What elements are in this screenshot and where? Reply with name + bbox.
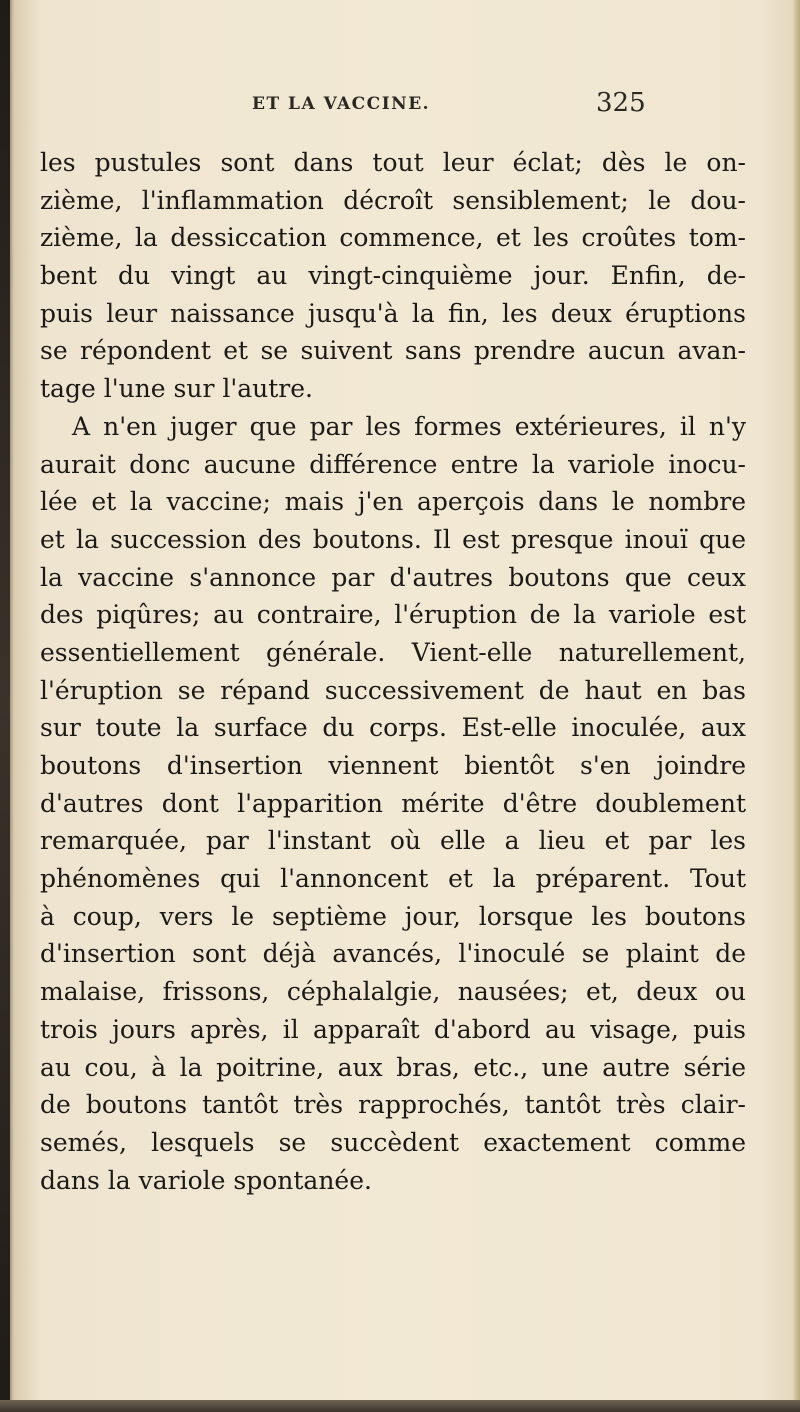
text-line: l'éruption se répand successivement de haut en bas (40, 675, 746, 705)
text-line: tage l'une sur l'autre. (40, 374, 313, 404)
page-number: 325 (596, 88, 646, 118)
text-line: puis leur naissance jusqu'à la fin, les deux éruptions (40, 298, 746, 328)
text-line: boutons d'insertion viennent bientôt s'en joindre (40, 751, 746, 780)
text-line: au cou, à la poitrine, aux bras, etc., une autre série (40, 1052, 746, 1082)
text-line: les pustules sont dans tout leur éclat; dès le on- (40, 148, 746, 177)
page-binding-edge (0, 0, 10, 1412)
page-bottom-edge (0, 1400, 800, 1412)
text-line: lée et la vaccine; mais j'en aperçois dans le nombre (40, 487, 746, 517)
text-line: essentiellement générale. Vient-elle naturellement, (40, 637, 746, 667)
text-line: remarquée, par l'instant où elle a lieu et par les (40, 826, 746, 856)
text-line: semés, lesquels se succèdent exactement comme (40, 1127, 746, 1157)
text-line: et la succession des boutons. Il est presque inouï que (40, 524, 746, 554)
text-line: se répondent et se suivent sans prendre aucun avan- (40, 336, 746, 366)
text-line: d'autres dont l'apparition mérite d'être doublement (40, 788, 746, 818)
text-line: malaise, frissons, céphalalgie, nausées; et, deux ou (40, 977, 746, 1007)
running-title: ET LA VACCINE. (252, 94, 431, 114)
text-line: A n'en juger que par les formes extérieures, il n'y (72, 411, 746, 441)
body-text (40, 144, 746, 1199)
text-line: aurait donc aucune différence entre la variole inocu- (40, 449, 746, 479)
text-line: dans la variole spontanée. (40, 1165, 372, 1195)
text-line: sur toute la surface du corps. Est-elle inoculée, aux (40, 713, 746, 743)
text-line: bent du vingt au vingt-cinquième jour. Enfin, de- (40, 261, 746, 291)
text-line: des piqûres; au contraire, l'éruption de la variole est (40, 600, 746, 630)
text-line: zième, l'inflammation décroît sensiblement; le dou- (40, 185, 746, 215)
text-line: d'insertion sont déjà avancés, l'inoculé se plaint de (40, 939, 746, 969)
running-head (0, 88, 800, 128)
page-right-edge (794, 0, 800, 1412)
text-line: zième, la dessiccation commence, et les croûtes tom- (40, 223, 746, 253)
text-line: phénomènes qui l'annoncent et la préparent. Tout (40, 864, 746, 894)
text-line: trois jours après, il apparaît d'abord au visage, puis (40, 1014, 746, 1044)
text-line: de boutons tantôt très rapprochés, tantôt très clair- (40, 1090, 746, 1120)
text-line: la vaccine s'annonce par d'autres boutons que ceux (40, 562, 746, 592)
text-line: à coup, vers le septième jour, lorsque les boutons (40, 901, 746, 931)
